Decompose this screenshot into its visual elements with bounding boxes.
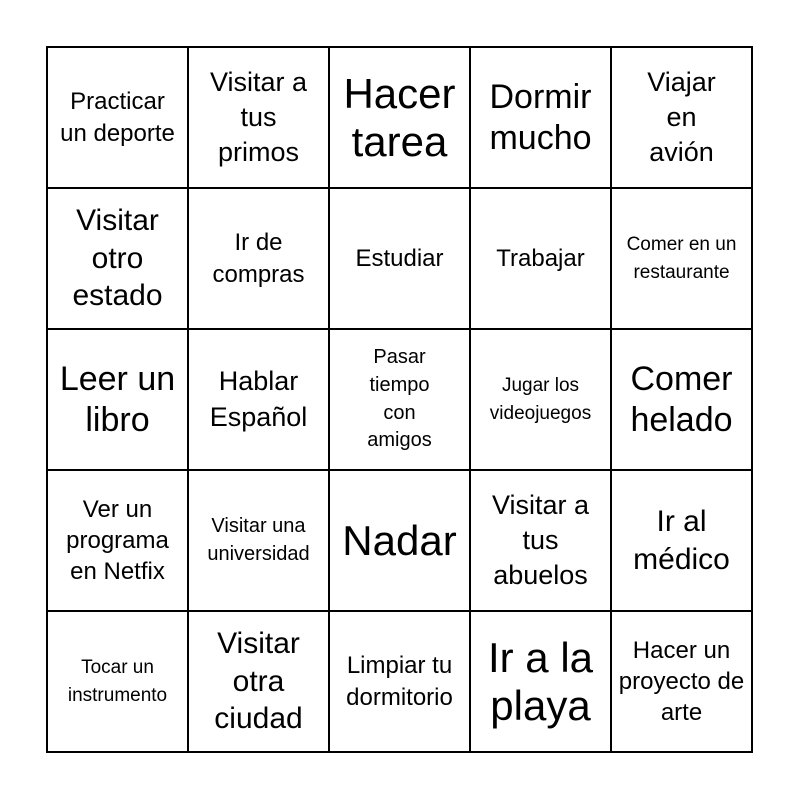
bingo-cell[interactable] (47, 329, 188, 470)
bingo-cell[interactable] (47, 47, 188, 188)
bingo-cell[interactable] (470, 188, 611, 329)
bingo-cell-label: Comer en un restaurante (626, 233, 737, 283)
bingo-cell[interactable] (470, 470, 611, 611)
bingo-cell[interactable] (470, 611, 611, 752)
bingo-cell[interactable] (329, 470, 470, 611)
bingo-cell[interactable] (470, 329, 611, 470)
bingo-cell-label: Ir de compras (212, 229, 305, 288)
bingo-cell-label: Ver un programa en Netfix (66, 495, 169, 586)
bingo-cell[interactable] (611, 188, 752, 329)
bingo-board (46, 46, 753, 753)
bingo-cell-label: Ir al médico (633, 505, 730, 576)
bingo-cell[interactable] (329, 611, 470, 752)
bingo-cell-label: Jugar los videojuegos (489, 374, 592, 424)
bingo-cell[interactable] (47, 611, 188, 752)
bingo-cell-label: Visitar a tus abuelos (491, 489, 590, 591)
bingo-cell[interactable] (188, 47, 329, 188)
bingo-cell-label: Visitar otro estado (72, 204, 163, 313)
bingo-cell-label: Estudiar (355, 244, 444, 272)
bingo-cell[interactable] (188, 470, 329, 611)
bingo-cell[interactable] (611, 611, 752, 752)
bingo-cell[interactable] (188, 329, 329, 470)
bingo-cell[interactable] (329, 329, 470, 470)
bingo-cell-label: Visitar una universidad (207, 514, 310, 565)
bingo-cell[interactable] (188, 611, 329, 752)
bingo-cell[interactable] (611, 329, 752, 470)
bingo-cell-label: Nadar (342, 516, 457, 564)
bingo-cell[interactable] (611, 470, 752, 611)
bingo-cell-label: Limpiar tu dormitorio (346, 652, 453, 711)
bingo-cell-label: Viajar en avión (647, 66, 716, 168)
bingo-cell-label: Pasar tiempo con amigos (367, 346, 432, 452)
bingo-cell-label: Visitar a tus primos (209, 66, 308, 168)
bingo-cell[interactable] (329, 188, 470, 329)
bingo-cell-label: Dormir mucho (489, 77, 592, 157)
bingo-cell-label: Visitar otra ciudad (214, 627, 303, 736)
bingo-cell-label: Tocar un instrumento (67, 656, 168, 706)
bingo-cell[interactable] (470, 47, 611, 188)
bingo-cell-label: Ir a la playa (487, 634, 594, 729)
bingo-cell[interactable] (611, 47, 752, 188)
bingo-cell-label: Comer helado (630, 359, 733, 439)
bingo-cell-label: Hablar Español (209, 366, 308, 432)
bingo-cell-label: Trabajar (496, 244, 585, 272)
bingo-cell[interactable] (47, 470, 188, 611)
bingo-cell-label: Hacer tarea (343, 70, 456, 165)
bingo-cell-label: Practicar un deporte (60, 88, 175, 147)
bingo-cell[interactable] (188, 188, 329, 329)
bingo-cell[interactable] (329, 47, 470, 188)
bingo-cell-label: Leer un libro (59, 359, 176, 439)
bingo-cell-label: Hacer un proyecto de arte (618, 636, 745, 727)
bingo-cell[interactable] (47, 188, 188, 329)
